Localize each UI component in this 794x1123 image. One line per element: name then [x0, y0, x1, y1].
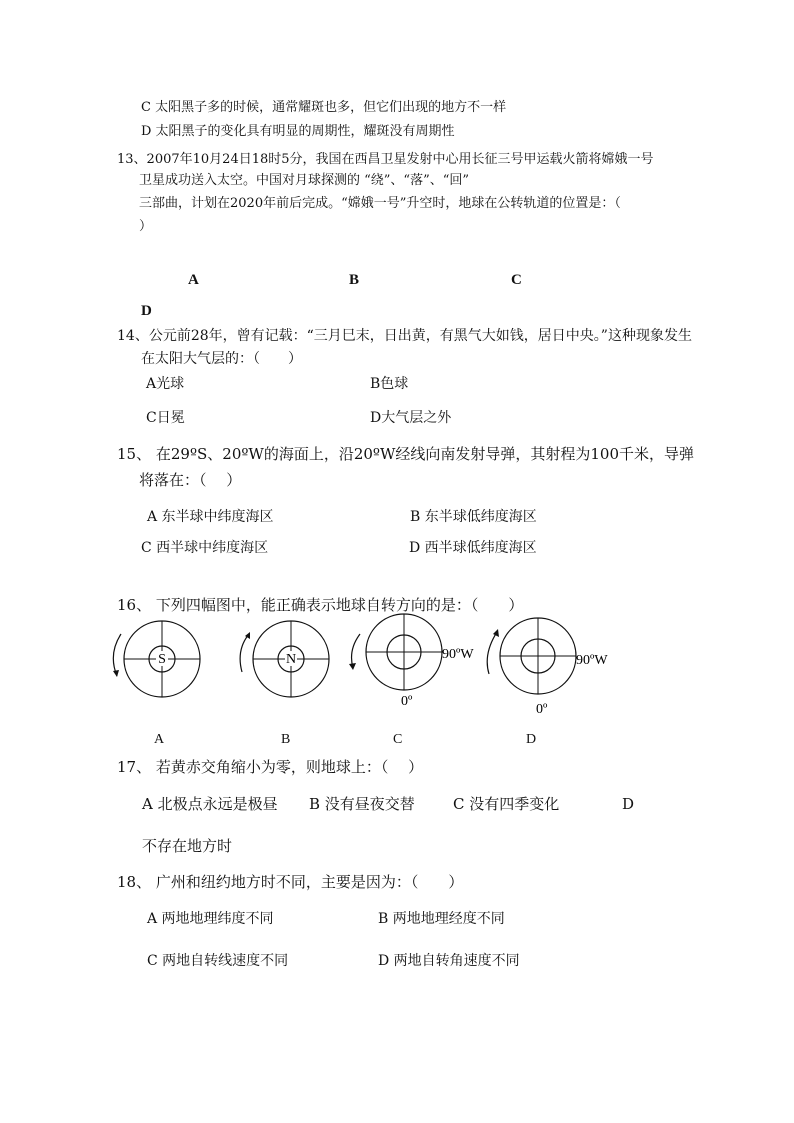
- q15-option-b: B 东半球低纬度海区: [410, 509, 537, 525]
- q17-option-d-text: 不存在地方时: [142, 837, 233, 855]
- q15-stem-line2: 将落在：（ ）: [139, 471, 242, 489]
- figure-d-label: D: [526, 732, 537, 747]
- figure-c-label: C: [393, 732, 403, 747]
- q13-option-b: B: [349, 272, 360, 288]
- figure-a-pole-label: S: [158, 652, 166, 667]
- q14-stem-line1: 14、公元前28年，曾有记载：“三月巳末，日出黄，有黑气大如钱，居日中央。”这种现象发生: [117, 328, 692, 344]
- figure-c-longitude-label: 90ºW: [442, 647, 474, 662]
- q15-stem-line1: 15、 在29ºS、20ºW的海面上，沿20ºW经线向南发射导弹，其射程为100千米，导弹: [117, 445, 695, 463]
- q18-option-b: B 两地地理经度不同: [378, 911, 505, 927]
- q14-option-b: B色球: [370, 376, 409, 392]
- q12-option-c: C 太阳黑子多的时候，通常耀斑也多，但它们出现的地方不一样: [141, 100, 507, 115]
- figure-c-earth-rotation: [344, 612, 484, 712]
- q18-option-d: D 两地自转角速度不同: [378, 953, 520, 969]
- rotation-arrow-d: [487, 632, 497, 674]
- rotation-arrow-c: [352, 634, 360, 668]
- q15-option-c: C 西半球中纬度海区: [141, 540, 269, 556]
- q14-stem-line2: 在太阳大气层的：（ ）: [141, 351, 302, 367]
- q17-option-d: D: [622, 795, 635, 813]
- q13-stem-line3: 三部曲，计划在2020年前后完成。“嫦娥一号”升空时，地球在公转轨道的位置是：（: [139, 196, 621, 211]
- figure-d-zero-label: 0º: [536, 702, 548, 717]
- q14-option-c: C日冕: [146, 410, 185, 426]
- figure-d-earth-rotation: [480, 616, 630, 721]
- figure-b-earth-rotation: [234, 622, 344, 722]
- q17-option-c: C 没有四季变化: [453, 795, 560, 813]
- q15-option-a: A 东半球中纬度海区: [147, 509, 274, 525]
- q15-option-d: D 西半球低纬度海区: [409, 540, 537, 556]
- q13-stem-line2: 卫星成功送入太空。中国对月球探测的 “绕”、“落”、“回”: [139, 173, 470, 188]
- figure-a-label: A: [154, 732, 165, 747]
- q17-stem: 17、 若黄赤交角缩小为零，则地球上：（ ）: [117, 758, 424, 776]
- q18-option-c: C 两地自转线速度不同: [147, 953, 289, 969]
- q13-stem-line1: 13、2007年10月24日18时5分，我国在西昌卫星发射中心用长征三号甲运载火箭将嫦娥一号: [117, 152, 654, 167]
- q14-option-a: A光球: [146, 376, 185, 392]
- q14-option-d: D大气层之外: [370, 410, 452, 426]
- q17-option-a: A 北极点永远是极昼: [142, 795, 278, 813]
- figure-d-longitude-label: 90ºW: [576, 653, 608, 668]
- q17-option-b: B 没有昼夜交替: [309, 795, 415, 813]
- rotation-arrow-b: [240, 634, 249, 672]
- figure-c-zero-label: 0º: [401, 694, 413, 709]
- q18-option-a: A 两地地理纬度不同: [147, 911, 274, 927]
- q16-stem: 16、 下列四幅图中，能正确表示地球自转方向的是：（ ）: [117, 596, 524, 614]
- rotation-arrow-a: [113, 634, 121, 676]
- figure-b-pole-label: N: [285, 652, 297, 667]
- q13-option-a: A: [188, 272, 199, 288]
- q12-option-d: D 太阳黑子的变化具有明显的周期性，耀斑没有周期性: [141, 124, 455, 139]
- figure-a-earth-rotation: [108, 622, 218, 722]
- q13-stem-line4: ）: [139, 219, 153, 234]
- q13-option-c: C: [511, 272, 522, 288]
- q13-option-d: D: [141, 303, 152, 319]
- figure-b-label: B: [281, 732, 291, 747]
- q18-stem: 18、 广州和纽约地方时不同，主要是因为：（ ）: [117, 873, 464, 891]
